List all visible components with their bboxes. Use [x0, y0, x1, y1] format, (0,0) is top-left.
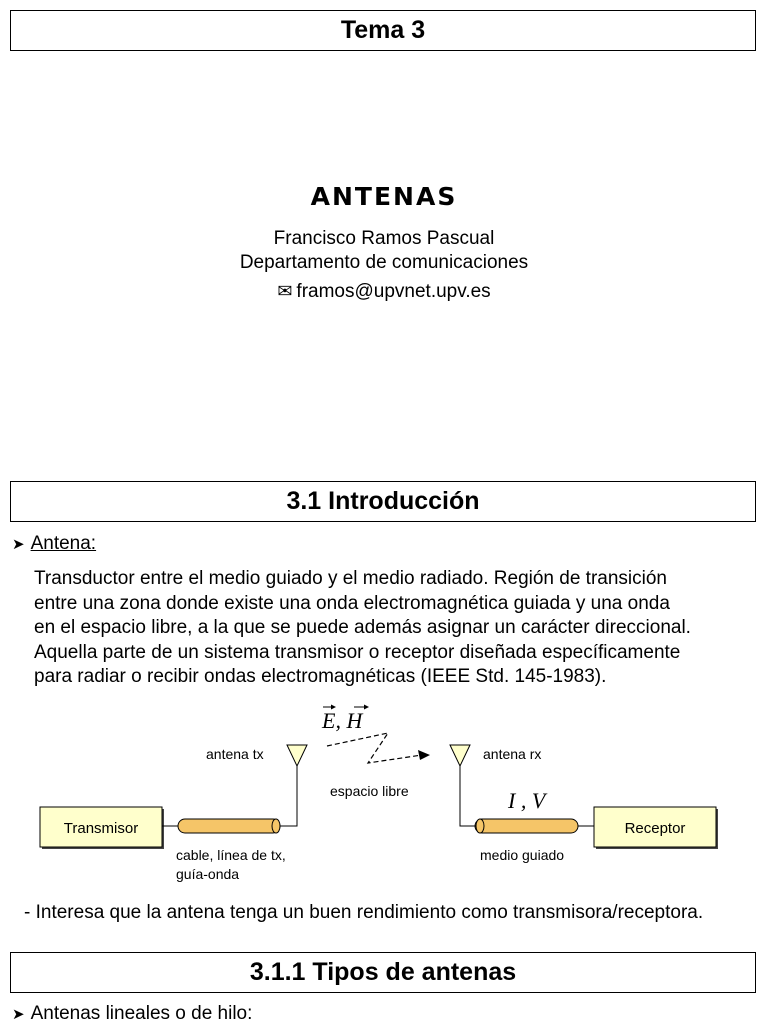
rx-cable [475, 819, 578, 833]
document-title: ANTENAS [310, 182, 458, 211]
definition-line: Aquella parte de un sistema transmisor o receptor diseñada específicamente [34, 641, 681, 663]
rx-feed-line [460, 765, 478, 826]
cable-label-line2: guía-onda [176, 866, 240, 882]
propagation-path [327, 733, 422, 763]
definition-line: para radiar o recibir ondas electromagnéticas (IEEE Std. 145-1983). [34, 666, 607, 687]
envelope-icon: ✉ [277, 281, 293, 301]
definition-line: en el espacio libre, a la que se puede además asignar un carácter direccional. [34, 617, 691, 638]
definition-paragraph [34, 567, 756, 690]
antenna-tx-label: antena tx [206, 746, 264, 762]
transmitter-label: Transmisor [63, 820, 139, 837]
guided-medium-label: medio guiado [480, 847, 565, 863]
arrow-bullet-icon: ➤ [12, 536, 25, 553]
section-heading-tipos: 3.1.1 Tipos de antenas [10, 952, 756, 993]
tx-antenna-icon [287, 745, 307, 766]
antenna-system-diagram [0, 695, 768, 890]
section-title-tema: Tema 3 [10, 10, 756, 51]
field-label: E, H [322, 708, 363, 733]
tx-cable [178, 819, 280, 833]
rx-antenna-icon [450, 745, 470, 766]
email-address[interactable]: framos@upvnet.upv.es [296, 281, 491, 302]
note-text: - Interesa que la antena tenga un buen rendimiento como transmisora/receptora. [24, 902, 704, 923]
cable-label-line1: cable, línea de tx, [176, 847, 286, 863]
bullet-antenas-lineales [12, 1003, 252, 1025]
propagation-arrowhead [418, 750, 430, 760]
tx-cable-end [272, 819, 280, 833]
free-space-label: espacio libre [330, 783, 409, 799]
section-heading-introduccion: 3.1 Introducción [10, 481, 756, 522]
h-vector-arrowhead [364, 705, 369, 710]
receiver-label: Receptor [624, 820, 686, 837]
tx-feed-line [280, 765, 297, 826]
iv-label: I , V [508, 788, 546, 813]
department-name: Departamento de comunicaciones [239, 252, 529, 273]
bullet-label: Antena: [30, 533, 97, 554]
email-line [0, 281, 768, 303]
bullet-label: Antenas lineales o de hilo: [30, 1003, 253, 1024]
antenna-rx-label: antena rx [483, 746, 542, 762]
rx-cable-end [476, 819, 484, 833]
author-name: Francisco Ramos Pascual [273, 228, 495, 249]
arrow-bullet-icon: ➤ [12, 1006, 25, 1023]
definition-line: entre una zona donde existe una onda electromagnética guiada y una onda [34, 592, 670, 614]
definition-line: Transductor entre el medio guiado y el medio radiado. Región de transición [34, 568, 667, 589]
bullet-antena [12, 533, 96, 555]
